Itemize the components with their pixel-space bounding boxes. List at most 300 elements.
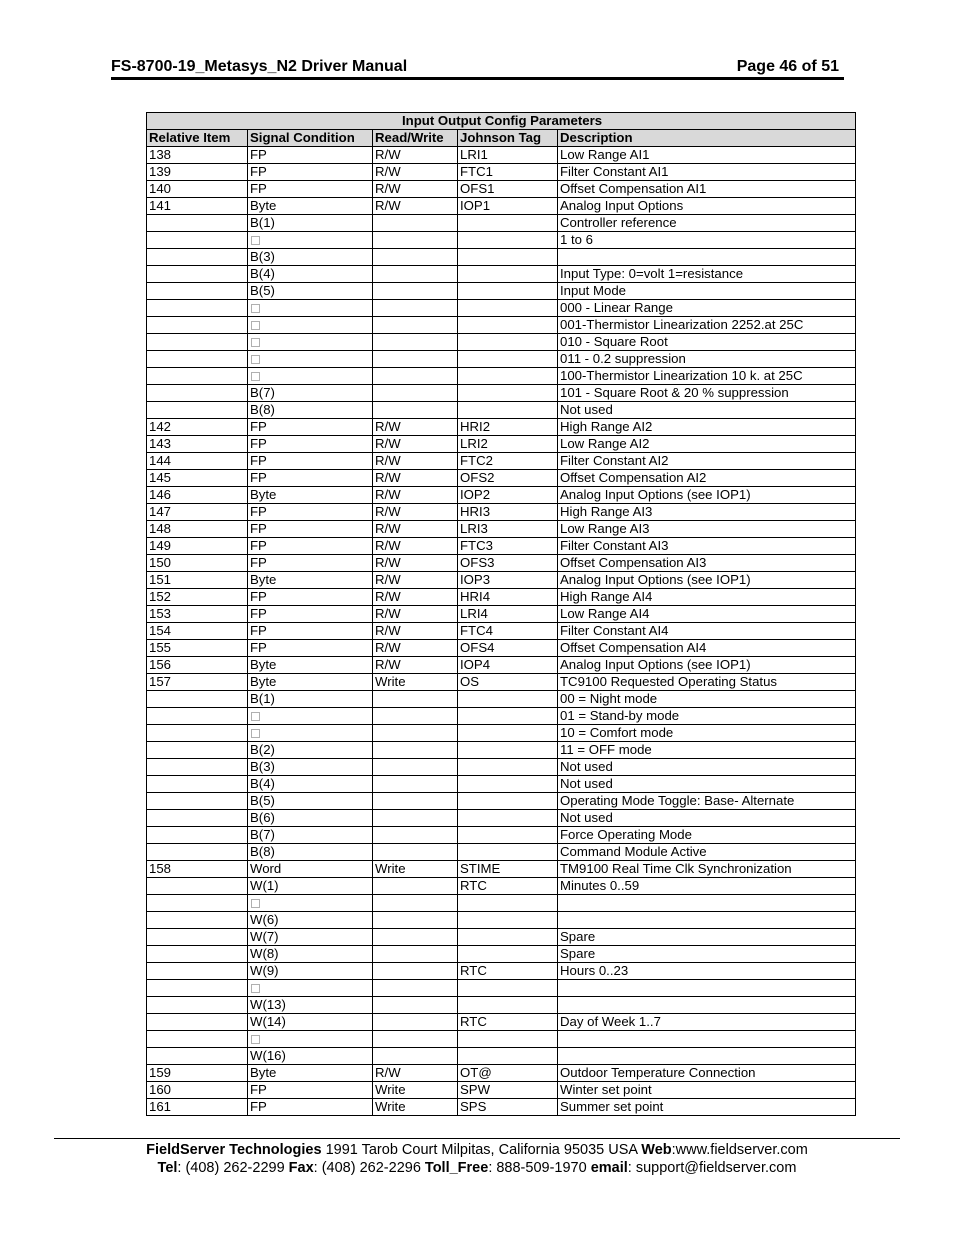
cell-signal-condition: B(1) [248,215,373,232]
cell-johnson-tag: RTC [458,1014,558,1031]
cell-read-write: R/W [373,640,458,657]
bullet-icon [251,899,260,908]
cell-description: 000 - Linear Range [558,300,856,317]
table-row [147,1048,856,1065]
table-row [147,912,856,929]
cell-description: Offset Compensation AI4 [558,640,856,657]
cell-relative-item [147,232,248,249]
cell-signal-condition: B(8) [248,844,373,861]
cell-relative-item: 144 [147,453,248,470]
cell-read-write [373,827,458,844]
cell-johnson-tag: STIME [458,861,558,878]
cell-description: TM9100 Real Time Clk Synchronization [558,861,856,878]
cell-description: Low Range AI4 [558,606,856,623]
cell-description [558,249,856,266]
cell-johnson-tag: HRI2 [458,419,558,436]
cell-relative-item: 151 [147,572,248,589]
cell-signal-condition: B(5) [248,283,373,300]
cell-read-write [373,215,458,232]
footer-fax-label: Fax [288,1160,314,1176]
cell-relative-item: 157 [147,674,248,691]
table-row [147,810,856,827]
cell-johnson-tag: SPW [458,1082,558,1099]
table-row [147,640,856,657]
cell-signal-condition: FP [248,147,373,164]
cell-description: Not used [558,810,856,827]
cell-johnson-tag: HRI3 [458,504,558,521]
cell-relative-item [147,878,248,895]
cell-relative-item: 143 [147,436,248,453]
cell-read-write: R/W [373,470,458,487]
table-row [147,385,856,402]
cell-relative-item [147,385,248,402]
cell-signal-condition [248,232,373,249]
cell-description: Filter Constant AI4 [558,623,856,640]
cell-relative-item [147,827,248,844]
table-row [147,674,856,691]
cell-signal-condition [248,895,373,912]
cell-signal-condition: FP [248,436,373,453]
cell-relative-item: 161 [147,1099,248,1116]
cell-johnson-tag: OFS2 [458,470,558,487]
cell-relative-item [147,351,248,368]
table-row [147,334,856,351]
table-row [147,1014,856,1031]
cell-read-write: R/W [373,164,458,181]
cell-relative-item [147,742,248,759]
table-row [147,504,856,521]
table-row [147,470,856,487]
table-row [147,198,856,215]
cell-johnson-tag: OFS4 [458,640,558,657]
bullet-icon [251,372,260,381]
cell-description: Force Operating Mode [558,827,856,844]
table-row [147,844,856,861]
cell-johnson-tag [458,725,558,742]
table-row [147,164,856,181]
cell-johnson-tag [458,402,558,419]
cell-relative-item [147,725,248,742]
cell-johnson-tag [458,997,558,1014]
cell-signal-condition: B(3) [248,759,373,776]
cell-signal-condition: FP [248,589,373,606]
footer-address: 1991 Tarob Court Milpitas, California 95035 USA [321,1142,642,1158]
cell-johnson-tag: RTC [458,963,558,980]
cell-description: Offset Compensation AI1 [558,181,856,198]
cell-description [558,980,856,997]
table-row [147,827,856,844]
cell-relative-item: 153 [147,606,248,623]
cell-relative-item [147,776,248,793]
cell-signal-condition: Byte [248,1065,373,1082]
cell-read-write [373,759,458,776]
table-row [147,997,856,1014]
cell-read-write [373,725,458,742]
table-row [147,419,856,436]
cell-signal-condition: FP [248,623,373,640]
cell-read-write: R/W [373,555,458,572]
cell-description: Low Range AI2 [558,436,856,453]
cell-relative-item: 158 [147,861,248,878]
cell-relative-item [147,283,248,300]
cell-johnson-tag [458,215,558,232]
cell-signal-condition: W(14) [248,1014,373,1031]
cell-johnson-tag [458,300,558,317]
cell-description: Offset Compensation AI2 [558,470,856,487]
cell-description: 100-Thermistor Linearization 10 k. at 25C [558,368,856,385]
cell-signal-condition: FP [248,504,373,521]
cell-johnson-tag [458,266,558,283]
cell-signal-condition [248,351,373,368]
column-header-signal-condition: Signal Condition [248,130,373,147]
cell-relative-item [147,997,248,1014]
cell-description: Spare [558,929,856,946]
cell-signal-condition: FP [248,164,373,181]
cell-signal-condition: W(16) [248,1048,373,1065]
cell-signal-condition: B(3) [248,249,373,266]
cell-description: 011 - 0.2 suppression [558,351,856,368]
cell-relative-item [147,946,248,963]
table-row [147,368,856,385]
table-row [147,402,856,419]
bullet-icon [251,712,260,721]
cell-description: Not used [558,402,856,419]
cell-description: Offset Compensation AI3 [558,555,856,572]
bullet-icon [251,338,260,347]
cell-description: High Range AI2 [558,419,856,436]
cell-read-write [373,368,458,385]
cell-relative-item [147,810,248,827]
cell-description: Analog Input Options (see IOP1) [558,572,856,589]
cell-relative-item [147,317,248,334]
table-row [147,572,856,589]
table-row [147,725,856,742]
cell-johnson-tag [458,810,558,827]
cell-relative-item [147,1014,248,1031]
cell-relative-item: 147 [147,504,248,521]
cell-relative-item: 142 [147,419,248,436]
table-row [147,266,856,283]
table-row [147,980,856,997]
cell-read-write [373,283,458,300]
cell-johnson-tag [458,249,558,266]
cell-signal-condition: FP [248,470,373,487]
cell-description: 10 = Comfort mode [558,725,856,742]
bullet-icon [251,1035,260,1044]
cell-johnson-tag [458,691,558,708]
table-row [147,742,856,759]
table-row [147,759,856,776]
cell-description: Controller reference [558,215,856,232]
footer-fax-value: : (408) 262-2296 [313,1160,425,1176]
table-row [147,317,856,334]
cell-read-write: R/W [373,589,458,606]
cell-johnson-tag: IOP3 [458,572,558,589]
cell-description: Winter set point [558,1082,856,1099]
cell-signal-condition: W(7) [248,929,373,946]
cell-description: Operating Mode Toggle: Base- Alternate [558,793,856,810]
table-title: Input Output Config Parameters [147,113,856,130]
footer-email-label: email [590,1160,628,1176]
cell-read-write [373,844,458,861]
cell-description: High Range AI3 [558,504,856,521]
cell-relative-item [147,402,248,419]
table-row [147,1082,856,1099]
cell-description: Day of Week 1..7 [558,1014,856,1031]
cell-relative-item [147,980,248,997]
cell-read-write [373,351,458,368]
cell-signal-condition: Byte [248,674,373,691]
cell-johnson-tag: FTC4 [458,623,558,640]
cell-read-write [373,878,458,895]
cell-johnson-tag [458,708,558,725]
cell-signal-condition: Word [248,861,373,878]
table-row [147,436,856,453]
cell-johnson-tag [458,283,558,300]
cell-signal-condition [248,1031,373,1048]
cell-johnson-tag: IOP2 [458,487,558,504]
table-row [147,878,856,895]
cell-read-write: R/W [373,419,458,436]
cell-signal-condition: FP [248,538,373,555]
cell-read-write: Write [373,861,458,878]
cell-signal-condition: Byte [248,198,373,215]
cell-signal-condition: FP [248,1099,373,1116]
cell-johnson-tag: IOP4 [458,657,558,674]
table-row [147,861,856,878]
cell-read-write [373,793,458,810]
cell-read-write [373,929,458,946]
cell-johnson-tag: FTC2 [458,453,558,470]
cell-signal-condition: B(4) [248,776,373,793]
cell-johnson-tag [458,334,558,351]
table-row [147,521,856,538]
cell-description [558,912,856,929]
cell-signal-condition: FP [248,640,373,657]
cell-relative-item [147,334,248,351]
table-row [147,453,856,470]
cell-johnson-tag: HRI4 [458,589,558,606]
cell-read-write [373,997,458,1014]
cell-johnson-tag [458,793,558,810]
footer-tel-value: : (408) 262-2299 [177,1160,289,1176]
cell-johnson-tag: LRI4 [458,606,558,623]
table-row [147,232,856,249]
page-header [111,56,843,78]
cell-johnson-tag: FTC1 [458,164,558,181]
cell-description: TC9100 Requested Operating Status [558,674,856,691]
cell-read-write [373,980,458,997]
table-row [147,487,856,504]
cell-description: Filter Constant AI2 [558,453,856,470]
cell-read-write [373,708,458,725]
cell-relative-item [147,249,248,266]
table-row [147,1031,856,1048]
column-header-read-write: Read/Write [373,130,458,147]
cell-johnson-tag [458,912,558,929]
column-header-description: Description [558,130,856,147]
table-row [147,215,856,232]
cell-read-write: R/W [373,436,458,453]
cell-relative-item: 152 [147,589,248,606]
cell-description: High Range AI4 [558,589,856,606]
table-body [147,147,856,1116]
cell-description: Spare [558,946,856,963]
cell-relative-item [147,368,248,385]
cell-johnson-tag [458,844,558,861]
cell-signal-condition: Byte [248,657,373,674]
cell-signal-condition: W(6) [248,912,373,929]
cell-signal-condition [248,368,373,385]
column-header-johnson-tag: Johnson Tag [458,130,558,147]
cell-johnson-tag: LRI1 [458,147,558,164]
footer-line-2 [0,1160,954,1176]
cell-johnson-tag [458,317,558,334]
cell-johnson-tag: IOP1 [458,198,558,215]
cell-relative-item [147,895,248,912]
cell-read-write: R/W [373,1065,458,1082]
table-row [147,351,856,368]
footer-line-1 [0,1142,954,1158]
cell-signal-condition: W(1) [248,878,373,895]
cell-johnson-tag: RTC [458,878,558,895]
cell-description: Outdoor Temperature Connection [558,1065,856,1082]
cell-description: Not used [558,759,856,776]
cell-read-write: R/W [373,606,458,623]
cell-read-write: R/W [373,198,458,215]
cell-read-write: R/W [373,538,458,555]
cell-johnson-tag [458,929,558,946]
footer-tel-label: Tel [157,1160,178,1176]
cell-relative-item [147,215,248,232]
footer-email-value: : support@fieldserver.com [627,1160,797,1176]
table-row [147,776,856,793]
cell-relative-item [147,759,248,776]
cell-signal-condition: FP [248,453,373,470]
cell-signal-condition: B(6) [248,810,373,827]
cell-read-write [373,691,458,708]
cell-read-write [373,232,458,249]
cell-signal-condition: Byte [248,572,373,589]
cell-johnson-tag [458,351,558,368]
cell-johnson-tag [458,980,558,997]
cell-description: 01 = Stand-by mode [558,708,856,725]
cell-relative-item: 155 [147,640,248,657]
cell-signal-condition: B(8) [248,402,373,419]
table-row [147,929,856,946]
cell-johnson-tag [458,232,558,249]
cell-relative-item: 146 [147,487,248,504]
cell-johnson-tag [458,742,558,759]
cell-description: 11 = OFF mode [558,742,856,759]
page-number: Page 46 of 51 [736,58,839,75]
cell-relative-item: 138 [147,147,248,164]
cell-johnson-tag [458,776,558,793]
footer-web-label: Web [641,1142,672,1158]
cell-description: Analog Input Options (see IOP1) [558,657,856,674]
column-header-relative-item: Relative Item [147,130,248,147]
cell-relative-item [147,266,248,283]
table-row [147,589,856,606]
table-row [147,249,856,266]
table-row [147,1099,856,1116]
table-row [147,963,856,980]
cell-description: Low Range AI1 [558,147,856,164]
cell-signal-condition: B(7) [248,385,373,402]
cell-read-write: R/W [373,487,458,504]
cell-read-write: R/W [373,453,458,470]
table-row [147,623,856,640]
cell-signal-condition [248,980,373,997]
cell-description: Command Module Active [558,844,856,861]
cell-signal-condition: B(4) [248,266,373,283]
cell-signal-condition: B(5) [248,793,373,810]
cell-description: Filter Constant AI1 [558,164,856,181]
cell-signal-condition: Byte [248,487,373,504]
cell-relative-item [147,912,248,929]
cell-signal-condition: FP [248,419,373,436]
cell-relative-item: 140 [147,181,248,198]
cell-read-write [373,810,458,827]
cell-johnson-tag [458,1048,558,1065]
cell-signal-condition: W(8) [248,946,373,963]
cell-description: Analog Input Options (see IOP1) [558,487,856,504]
cell-description [558,895,856,912]
cell-description: Filter Constant AI3 [558,538,856,555]
cell-description: 00 = Night mode [558,691,856,708]
bullet-icon [251,236,260,245]
cell-read-write [373,266,458,283]
cell-read-write [373,300,458,317]
cell-relative-item: 156 [147,657,248,674]
cell-relative-item: 145 [147,470,248,487]
table-row [147,147,856,164]
cell-relative-item: 159 [147,1065,248,1082]
cell-relative-item [147,1048,248,1065]
header-rule [111,77,844,80]
cell-read-write [373,895,458,912]
cell-read-write [373,317,458,334]
cell-signal-condition: W(9) [248,963,373,980]
cell-relative-item [147,1031,248,1048]
cell-johnson-tag: OFS1 [458,181,558,198]
cell-signal-condition: B(2) [248,742,373,759]
cell-relative-item [147,691,248,708]
cell-read-write: R/W [373,572,458,589]
table-row [147,946,856,963]
cell-signal-condition [248,725,373,742]
cell-johnson-tag: LRI2 [458,436,558,453]
cell-description: Minutes 0..59 [558,878,856,895]
footer-tollfree-label: Toll_Free [424,1160,489,1176]
cell-johnson-tag [458,1031,558,1048]
table-row [147,657,856,674]
cell-johnson-tag [458,827,558,844]
cell-description: Not used [558,776,856,793]
cell-description [558,1048,856,1065]
cell-relative-item: 150 [147,555,248,572]
cell-johnson-tag: OS [458,674,558,691]
cell-description: 001-Thermistor Linearization 2252.at 25C [558,317,856,334]
cell-johnson-tag [458,368,558,385]
document-title: FS-8700-19_Metasys_N2 Driver Manual [111,58,408,75]
cell-read-write: R/W [373,521,458,538]
cell-signal-condition: FP [248,606,373,623]
cell-signal-condition [248,300,373,317]
bullet-icon [251,355,260,364]
cell-johnson-tag [458,946,558,963]
cell-description: 101 - Square Root & 20 % suppression [558,385,856,402]
